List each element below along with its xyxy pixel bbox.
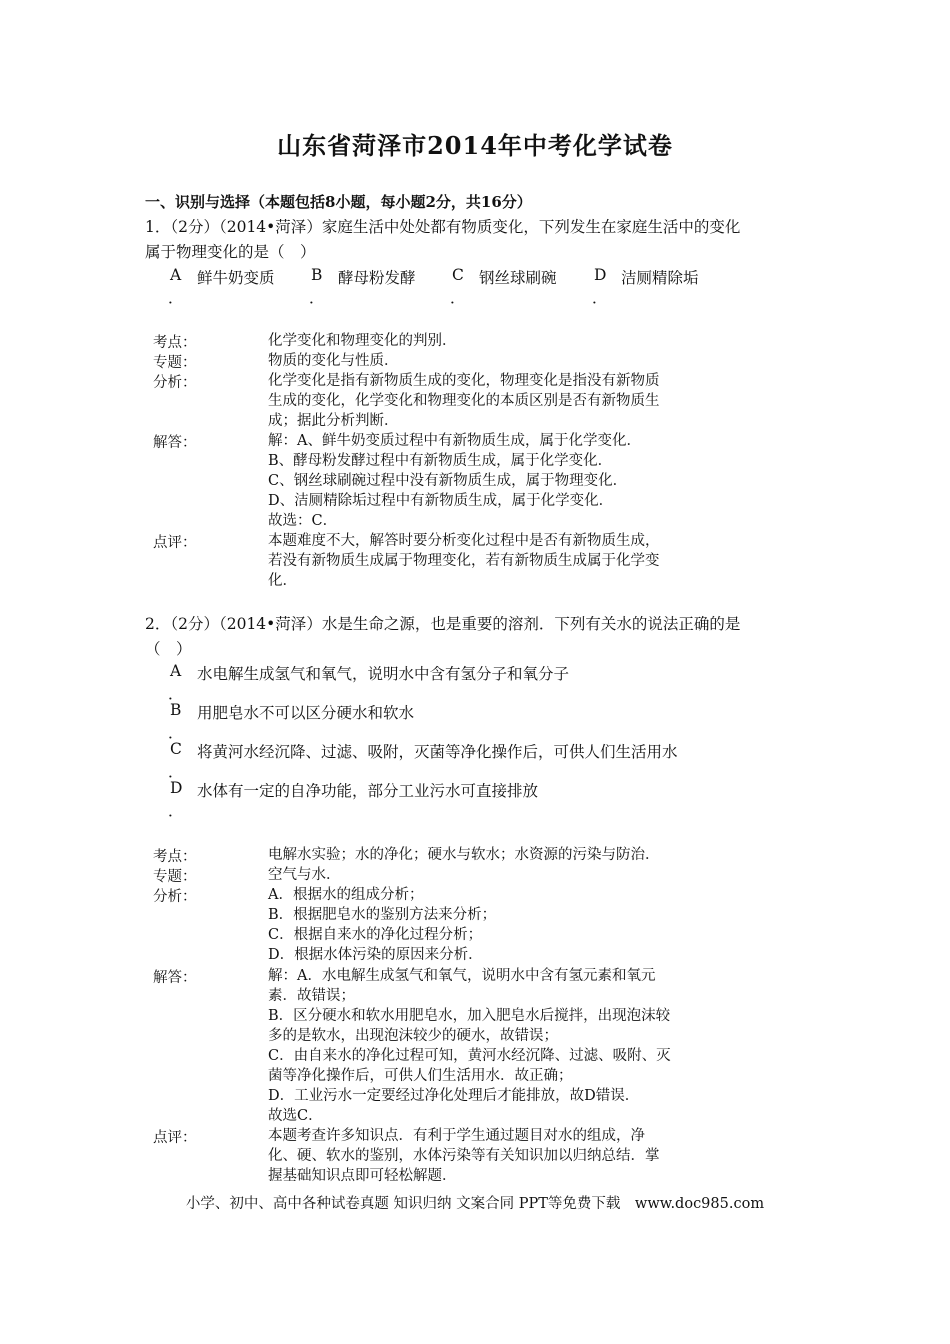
q2-dianping-line: 本题考查许多知识点．有利于学生通过题目对水的组成，净 <box>268 1128 645 1144</box>
q1-jieda-line: 故选：C． <box>268 513 338 529</box>
q2-option-b-text: 用肥皂水不可以区分硬水和软水 <box>197 704 415 722</box>
page-title: 山东省菏泽市2014年中考化学试卷 <box>277 131 673 160</box>
q1-option-a-text: 鲜牛奶变质 <box>197 269 275 287</box>
q1-fenxi-line: 生成的变化，化学变化和物理变化的本质区别是否有新物质生 <box>268 393 660 409</box>
q1-jieda-label: 解答： <box>153 435 197 451</box>
q2-option-a-text: 水电解生成氢气和氧气，说明水中含有氢分子和氧分子 <box>197 665 570 683</box>
q2-option-d-letter: D <box>170 779 183 797</box>
q2-dianping-label: 点评： <box>153 1130 197 1146</box>
q1-option-b-letter: B <box>311 266 323 284</box>
q1-fenxi-label: 分析： <box>153 375 197 391</box>
q1-jieda-line: D、洁厕精除垢过程中有新物质生成，属于化学变化． <box>268 493 614 509</box>
q1-option-d-dot: ． <box>592 289 608 307</box>
q1-jieda-line: B、酵母粉发酵过程中有新物质生成，属于化学变化． <box>268 453 613 469</box>
q2-option-d-dot: ． <box>168 802 184 820</box>
q2-jieda-line: 素．故错误； <box>268 988 355 1004</box>
q2-option-b-letter: B <box>170 701 182 719</box>
q1-option-a-letter: A <box>170 266 182 284</box>
q1-dianping-line: 若没有新物质生成属于物理变化，若有新物质生成属于化学变 <box>268 553 660 569</box>
q2-jieda-line: 解：A．水电解生成氢气和氧气，说明水中含有氢元素和氧元 <box>268 968 656 984</box>
q1-dianping-label: 点评： <box>153 535 197 551</box>
q2-stem-line1: 2．（2分）（2014•菏泽）水是生命之源，也是重要的溶剂．下列有关水的说法正确的是 <box>145 615 741 633</box>
q2-option-a-dot: ． <box>168 685 184 703</box>
q2-option-b-dot: ． <box>168 724 184 742</box>
q2-jieda-line: 故选C． <box>268 1108 323 1124</box>
q2-option-c-text: 将黄河水经沉降、过滤、吸附，灭菌等净化操作后，可供人们生活用水 <box>197 743 678 761</box>
q2-option-c-letter: C <box>170 740 182 758</box>
q1-option-b-text: 酵母粉发酵 <box>338 269 416 287</box>
q2-jieda-line: B．区分硬水和软水用肥皂水，加入肥皂水后搅拌，出现泡沫较 <box>268 1008 671 1024</box>
q2-jieda-line: D．工业污水一定要经过净化处理后才能排放，故D错误． <box>268 1088 640 1104</box>
q2-jieda-line: 多的是软水，出现泡沫较少的硬水，故错误； <box>268 1028 558 1044</box>
q1-jieda-line: 解：A、鲜牛奶变质过程中有新物质生成，属于化学变化． <box>268 433 641 449</box>
q1-option-c-dot: ． <box>450 289 466 307</box>
section-heading: 一、识别与选择（本题包括8小题，每小题2分，共16分） <box>145 193 532 211</box>
q2-fenxi-line: D．根据水体污染的原因来分析． <box>268 947 483 963</box>
q2-kaodian: 电解水实验；水的净化；硬水与软水；水资源的污染与防治． <box>268 847 660 863</box>
q2-jieda-label: 解答： <box>153 970 197 986</box>
q1-kaodian-label: 考点： <box>153 335 197 351</box>
q2-fenxi-line: A．根据水的组成分析； <box>268 887 424 903</box>
q2-dianping-line: 握基础知识点即可轻松解题． <box>268 1168 457 1184</box>
q1-dianping-line: 本题难度不大，解答时要分析变化过程中是否有新物质生成， <box>268 533 660 549</box>
q2-option-a-letter: A <box>170 662 182 680</box>
q1-jieda-line: C、钢丝球刷碗过程中没有新物质生成，属于物理变化． <box>268 473 628 489</box>
q2-zhuanti-label: 专题： <box>153 869 197 885</box>
q1-stem-line1: 1．（2分）（2014•菏泽）家庭生活中处处都有物质变化，下列发生在家庭生活中的变化 <box>145 218 741 236</box>
q2-zhuanti: 空气与水． <box>268 867 341 883</box>
q2-fenxi-line: B．根据肥皂水的鉴别方法来分析； <box>268 907 497 923</box>
q2-stem-line2: （ ） <box>145 640 192 658</box>
q1-fenxi-line: 化学变化是指有新物质生成的变化，物理变化是指没有新物质 <box>268 373 660 389</box>
q1-zhuanti-label: 专题： <box>153 355 197 371</box>
q2-dianping-line: 化、硬、软水的鉴别，水体污染等有关知识加以归纳总结．掌 <box>268 1148 660 1164</box>
q2-option-c-dot: ． <box>168 763 184 781</box>
q2-fenxi-label: 分析： <box>153 889 197 905</box>
q1-option-d-letter: D <box>594 266 607 284</box>
q1-stem-line2: 属于物理变化的是（ ） <box>145 243 316 261</box>
q2-jieda-line: 菌等净化操作后，可供人们生活用水．故正确； <box>268 1068 573 1084</box>
q1-option-c-text: 钢丝球刷碗 <box>479 269 557 287</box>
q1-zhuanti: 物质的变化与性质． <box>268 353 399 369</box>
q1-option-a-dot: ． <box>168 289 184 307</box>
q1-option-b-dot: ． <box>309 289 325 307</box>
page-footer: 小学、初中、高中各种试卷真题 知识归纳 文案合同 PPT等免费下载 www.doc985.com <box>185 1196 765 1212</box>
q2-fenxi-line: C．根据自来水的净化过程分析； <box>268 927 483 943</box>
q1-kaodian: 化学变化和物理变化的判别． <box>268 333 457 349</box>
q1-dianping-line: 化． <box>268 573 297 589</box>
q1-option-c-letter: C <box>452 266 464 284</box>
q2-kaodian-label: 考点： <box>153 849 197 865</box>
q1-option-d-text: 洁厕精除垢 <box>621 269 699 287</box>
q2-jieda-line: C．由自来水的净化过程可知，黄河水经沉降、过滤、吸附、灭 <box>268 1048 671 1064</box>
q2-option-d-text: 水体有一定的自净功能，部分工业污水可直接排放 <box>197 782 539 800</box>
q1-fenxi-line: 成；据此分析判断． <box>268 413 399 429</box>
